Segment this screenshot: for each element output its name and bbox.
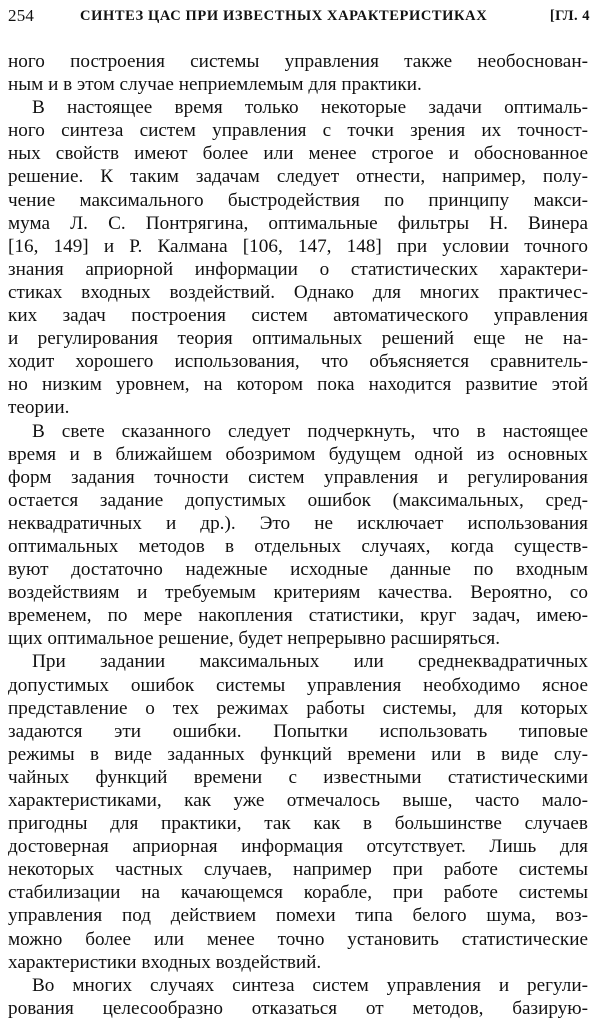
text-line: достоверная априорная информация отсутствует. Лишь для: [8, 836, 588, 858]
text-line: мума Л. С. Понтрягина, оптимальные фильтры Н. Винера: [8, 212, 588, 234]
text-line: временем, по мере накопления статистики, круг задач, имею-: [8, 605, 588, 627]
text-line: стиках входных воздействий. Однако для многих практичес-: [8, 281, 588, 303]
text-line: ких задач построения систем автоматического управления: [8, 305, 588, 327]
text-line: ным и в этом случае неприемлемым для практики.: [8, 74, 422, 96]
text-line: характеристики входных воздействий.: [8, 951, 322, 973]
text-line: стабилизации на качающемся корабле, при работе системы: [8, 882, 588, 904]
text-line: и регулирования теория оптимальных решений еще не на-: [8, 328, 588, 350]
text-line: некоторых частных случаев, например при работе системы: [8, 859, 588, 881]
text-line: знания априорной информации о статистических характери-: [8, 258, 588, 280]
text-line: задаются эти ошибки. Попытки использовать типовые: [8, 720, 588, 742]
text-line: остается задание допустимых ошибок (максимальных, сред-: [8, 489, 588, 511]
text-line: чение максимального быстродействия по принципу макси-: [8, 189, 588, 211]
text-line: характеристиками, как уже отмечалось выше, часто мало-: [8, 790, 588, 811]
text-line: пригодны для практики, так как в большинстве случаев: [8, 813, 588, 835]
text-line: можно более или менее точно установить статистические: [8, 928, 588, 950]
text-line: неквадратичных и др.). Это не исключает использования: [8, 512, 588, 534]
text-line: допустимых ошибок системы управления необходимо ясное: [8, 674, 588, 696]
text-line: вуют достаточно надежные исходные данные по входным: [8, 559, 588, 581]
running-header: [8, 4, 590, 28]
text-line: представление о тех режимах работы системы, для которых: [8, 697, 588, 719]
text-line: щих оптимальное решение, будет непрерывно расширяться.: [8, 628, 501, 650]
text-line: форм задания точности систем управления и регулирования: [8, 466, 588, 488]
text-line: воздействиям и требуемым критериям качества. Вероятно, со: [8, 582, 588, 604]
running-title: СИНТЕЗ ЦАС ПРИ ИЗВЕСТНЫХ ХАРАКТЕРИСТИКАХ: [80, 8, 488, 24]
text-line: Во многих случаях синтеза систем управления и регули-: [32, 974, 588, 996]
text-line: режимы в виде заданных функций времени или в виде слу-: [8, 743, 588, 765]
text-line: [16, 149] и Р. Калмана [106, 147, 148] при условии точного: [8, 235, 588, 257]
text-line: управления под действием помехи типа белого шума, воз-: [8, 905, 588, 927]
text-line: В настоящее время только некоторые задачи оптималь-: [32, 97, 588, 119]
text-line: рования целесообразно отказаться от методов, базирую-: [8, 997, 588, 1019]
text-line: но низким уровнем, на котором пока находится развитие этой: [8, 374, 588, 396]
text-line: ного построения системы управления также необоснован-: [8, 51, 588, 72]
text-line: оптимальных методов в отдельных случаях, когда существ-: [8, 535, 588, 557]
text-line: чайных функций времени с известными статистическими: [8, 766, 588, 788]
text-line: теории.: [8, 397, 70, 419]
text-line: При задании максимальных или среднеквадратичных: [32, 651, 588, 673]
text-line: ного синтеза систем управления с точки зрения их точност-: [8, 120, 588, 142]
text-line: В свете сказанного следует подчеркнуть, что в настоящее: [32, 420, 588, 442]
text-line: время и в ближайшем обозримом будущем одной из основных: [8, 443, 588, 465]
text-line: решение. К таким задачам следует отнести, например, полу-: [8, 166, 588, 188]
body-text: [8, 50, 588, 1020]
page-number: 254: [8, 6, 35, 25]
chapter-reference: [ГЛ. 4: [549, 8, 590, 24]
text-line: ных свойств имеют более или менее строгое и обоснованное: [8, 143, 588, 165]
text-line: ходит хорошего использования, что объясняется сравнитель-: [8, 351, 588, 373]
